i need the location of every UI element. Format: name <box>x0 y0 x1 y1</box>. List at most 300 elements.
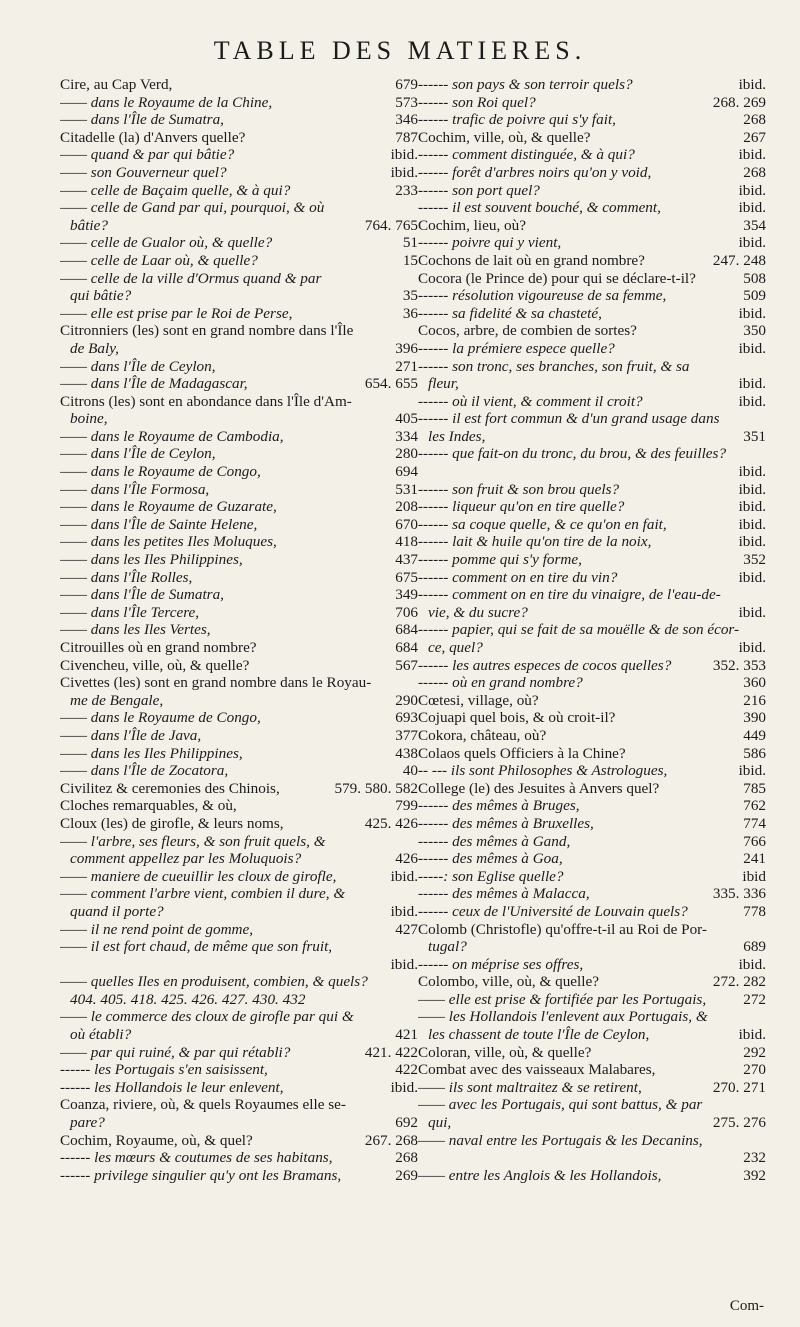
index-entry <box>418 885 766 903</box>
page-reference: 352. 353 <box>712 656 766 674</box>
page-reference: 247. 248 <box>712 251 766 269</box>
index-entry <box>60 111 418 129</box>
page-reference: 425. 426 <box>364 814 418 832</box>
entry-text: —— dans l'Île de Madagascar, <box>60 375 248 393</box>
index-entry <box>418 1114 766 1132</box>
index-entry <box>60 938 418 956</box>
page-reference: 654. 655 <box>364 375 418 393</box>
index-entry <box>60 1132 418 1150</box>
page-reference: ibid. <box>738 463 766 481</box>
entry-text: ------ son Roi quel? <box>418 93 536 111</box>
page-reference: 349 <box>395 586 418 604</box>
entry-text: Colaos quels Officiers à la Chine? <box>418 744 626 762</box>
index-entry <box>60 639 418 657</box>
page-reference: 509 <box>743 287 766 305</box>
page-reference: ibid. <box>738 1026 766 1044</box>
index-entry <box>418 692 766 710</box>
entry-text: Cloux (les) de girofle, & leurs noms, <box>60 814 284 832</box>
page-reference: ibid. <box>738 603 766 621</box>
page-reference: ibid. <box>738 639 766 656</box>
entry-text: —— maniere de cueuillir les cloux de girofle, <box>60 867 337 885</box>
page-reference: ibid. <box>738 76 766 93</box>
entry-text: —— dans l'Île de Sumatra, <box>60 111 224 129</box>
entry-text: comment appellez par les Moluquois? <box>70 850 302 868</box>
index-entry <box>60 762 418 780</box>
entry-text: -- --- ils sont Philosophes & Astrologues, <box>418 762 668 780</box>
page-reference: 335. 336 <box>712 885 766 903</box>
index-entry <box>60 533 418 551</box>
index-entry <box>418 322 766 340</box>
page-reference: 272 <box>743 990 766 1008</box>
entry-text: ------ comment distinguée, & à qui? <box>418 146 635 164</box>
page-reference: 233 <box>395 181 418 199</box>
page-reference: 275. 276 <box>712 1114 766 1132</box>
index-entry <box>60 498 418 516</box>
index-entry <box>418 709 766 727</box>
index-entry <box>60 674 418 692</box>
index-entry <box>418 516 766 534</box>
page-reference: ibid. <box>738 146 766 164</box>
entry-text: —— dans l'Île Formosa, <box>60 480 210 498</box>
page-reference: 232 <box>743 1149 766 1167</box>
index-entry <box>60 1114 418 1132</box>
index-entry <box>60 252 418 270</box>
index-entry <box>418 129 766 147</box>
page-reference: 799 <box>395 797 418 815</box>
page-reference: 689 <box>743 938 766 956</box>
index-entry <box>418 921 766 939</box>
page-reference: 438 <box>395 744 418 762</box>
entry-text: ------ forêt d'arbres noirs qu'on y void, <box>418 163 652 181</box>
entry-text: —— dans l'Île de Sumatra, <box>60 586 224 604</box>
index-entry <box>60 1026 418 1044</box>
entry-text: —— elle est prise par le Roi de Perse, <box>60 304 293 322</box>
page-reference: 422 <box>395 1061 418 1079</box>
index-entry <box>60 921 418 939</box>
page-reference: 787 <box>395 128 418 146</box>
page-reference: 774 <box>743 814 766 832</box>
page-reference: 586 <box>743 744 766 762</box>
page-reference: ibid. <box>390 163 418 181</box>
entry-text: ------ les Portugais s'en saisissent, <box>60 1061 268 1079</box>
entry-text: ------ sa coque quelle, & ce qu'on en fait, <box>418 515 667 533</box>
index-entry <box>418 199 766 217</box>
index-entry <box>60 1079 418 1097</box>
page-reference: 426 <box>395 850 418 868</box>
page-reference: 421 <box>395 1026 418 1044</box>
index-entry <box>60 322 418 340</box>
index-entry <box>418 797 766 815</box>
page-reference: 208 <box>395 498 418 516</box>
entry-text: Citrouilles où en grand nombre? <box>60 639 257 656</box>
entry-text: ------ résolution vigoureuse de sa femme, <box>418 287 667 305</box>
entry-text: 404. 405. 418. 425. 426. 427. 430. 432 <box>70 990 306 1008</box>
index-entry <box>418 903 766 921</box>
entry-text: —— avec les Portugais, qui sont battus, & par <box>418 1096 703 1114</box>
entry-text: ------ on méprise ses offres, <box>418 955 584 973</box>
index-entry <box>418 1132 766 1150</box>
index-entry <box>418 76 766 94</box>
page-reference: 268 <box>743 111 766 129</box>
index-entry <box>60 815 418 833</box>
index-entry <box>418 674 766 692</box>
index-entry <box>418 217 766 235</box>
entry-text: qui, <box>428 1114 452 1132</box>
index-entry <box>60 1149 418 1167</box>
page-reference: ibid. <box>738 392 766 410</box>
entry-text: ------ privilege singulier qu'y ont les Bramans, <box>60 1166 342 1184</box>
index-entry <box>60 516 418 534</box>
index-entry <box>418 938 766 956</box>
page-reference: ibid. <box>738 339 766 357</box>
index-entry <box>60 833 418 851</box>
entry-text: Cochim, ville, où, & quelle? <box>418 128 591 146</box>
entry-text: Colombo, ville, où, & quelle? <box>418 973 599 991</box>
entry-text: —— l'arbre, ses fleurs, & son fruit quels, & <box>60 832 326 850</box>
entry-text: Cochim, Royaume, où, & quel? <box>60 1131 253 1149</box>
entry-text: ------ la prémiere espece quelle? <box>418 339 615 357</box>
entry-text: —— il est fort chaud, de même que son fruit, <box>60 938 333 956</box>
entry-text: Citadelle (la) d'Anvers quelle? <box>60 128 246 146</box>
index-entry <box>60 463 418 481</box>
page-reference: 269 <box>395 1166 418 1184</box>
page-reference: 271 <box>395 357 418 375</box>
entry-text: —— naval entre les Portugais & les Decanins, <box>418 1131 703 1149</box>
entry-text: ------ liqueur qu'on en tire quelle? <box>418 498 625 516</box>
entry-text: ------ sa fidelité & sa chasteté, <box>418 304 602 322</box>
index-entry <box>418 1149 766 1167</box>
entry-text: —— celle de Baçaim quelle, & à qui? <box>60 181 291 199</box>
index-entry <box>418 991 766 1009</box>
index-entry <box>418 1061 766 1079</box>
index-entry <box>60 956 418 974</box>
index-entry <box>418 1026 766 1044</box>
page-reference: ibid. <box>738 181 766 199</box>
entry-text: Cocos, arbre, de combien de sortes? <box>418 322 637 340</box>
entry-text: —— celle de Gand par qui, pourquoi, & où <box>60 199 325 217</box>
entry-text: —— celle de Laar où, & quelle? <box>60 251 258 269</box>
index-entry <box>60 234 418 252</box>
entry-text: Coanza, riviere, où, & quels Royaumes elle se- <box>60 1096 346 1114</box>
entry-text: —— dans les Iles Philippines, <box>60 551 243 569</box>
entry-text: —— celle de la ville d'Ormus quand & par <box>60 269 322 287</box>
index-entry <box>60 868 418 886</box>
index-entry <box>60 94 418 112</box>
page-reference: 352 <box>743 551 766 569</box>
page-reference: 405 <box>395 410 418 428</box>
page-reference: 427 <box>395 920 418 938</box>
entry-text: —— son Gouverneur quel? <box>60 163 227 181</box>
index-entry <box>60 270 418 288</box>
entry-text: ------ des mêmes à Gand, <box>418 832 571 850</box>
entry-text: —— celle de Gualor où, & quelle? <box>60 234 273 252</box>
entry-text: Cocora (le Prince de) pour qui se déclare-t-il? <box>418 269 696 287</box>
index-entry <box>418 146 766 164</box>
entry-text: me de Bengale, <box>70 691 164 709</box>
page-reference: 449 <box>743 726 766 744</box>
entry-text: —— dans le Royaume de Cambodia, <box>60 427 284 445</box>
index-entry <box>60 885 418 903</box>
page-reference: ibid. <box>738 515 766 533</box>
index-entry <box>418 780 766 798</box>
entry-text: ------ que fait-on du tronc, du brou, & des feuilles? <box>418 445 727 463</box>
page-reference: ibid. <box>738 762 766 780</box>
page-reference: ibid. <box>738 480 766 498</box>
entry-text: —— elle est prise & fortifiée par les Portugais, <box>418 990 707 1008</box>
page-reference: ibid. <box>738 568 766 586</box>
page-reference: ibid. <box>390 955 418 973</box>
index-entry <box>418 463 766 481</box>
entry-text: ------ son fruit & son brou quels? <box>418 480 620 498</box>
index-entry <box>418 305 766 323</box>
index-entry <box>60 797 418 815</box>
index-entry <box>60 410 418 428</box>
page-reference: 268 <box>395 1149 418 1167</box>
index-entry <box>60 481 418 499</box>
entry-text: Combat avec des vaisseaux Malabares, <box>418 1061 656 1079</box>
page-reference: ibid. <box>390 867 418 885</box>
index-entry <box>418 815 766 833</box>
entry-text: —— le commerce des cloux de girofle par qui & <box>60 1008 354 1026</box>
page-reference: ibid. <box>738 533 766 551</box>
entry-text: Cœtesi, village, où? <box>418 691 539 709</box>
entry-text: Civilitez & ceremonies des Chinois, <box>60 779 280 797</box>
entry-text: ce, quel? <box>428 639 483 656</box>
entry-text: —— dans le Royaume de Congo, <box>60 709 261 727</box>
index-entry <box>418 94 766 112</box>
index-entry <box>418 621 766 639</box>
page-reference: 573 <box>395 93 418 111</box>
index-entry <box>418 358 766 376</box>
entry-text: ------ comment on en tire du vinaigre, de l'eau-de- <box>418 586 721 604</box>
index-entry <box>418 762 766 780</box>
index-entry <box>418 111 766 129</box>
index-entry <box>418 657 766 675</box>
page-reference: 377 <box>395 726 418 744</box>
index-entry <box>60 709 418 727</box>
entry-text: Citronniers (les) sont en grand nombre dans l'Île <box>60 322 354 340</box>
index-entry <box>418 428 766 446</box>
entry-text: ------ pomme qui s'y forme, <box>418 551 582 569</box>
page-reference: 764. 765 <box>364 216 418 234</box>
page-reference: 684 <box>395 621 418 639</box>
entry-text: —— dans l'Île de Zocatora, <box>60 762 229 780</box>
index-entry <box>418 410 766 428</box>
entry-text: —— ils sont maltraitez & se retirent, <box>418 1078 642 1096</box>
entry-text: —— comment l'arbre vient, combien il dure, & <box>60 885 346 903</box>
index-entry <box>418 252 766 270</box>
index-column-right <box>418 76 766 1184</box>
entry-text: —— il ne rend point de gomme, <box>60 920 254 938</box>
page-reference: 694 <box>395 463 418 481</box>
page-reference: 267. 268 <box>364 1131 418 1149</box>
index-entry <box>418 393 766 411</box>
index-entry <box>60 129 418 147</box>
index-entry <box>60 903 418 921</box>
page-reference: ibid. <box>738 375 766 393</box>
index-entry <box>60 76 418 94</box>
page-reference: 785 <box>743 779 766 797</box>
entry-text: —— dans les Iles Vertes, <box>60 621 211 639</box>
entry-text: —— dans l'Île Rolles, <box>60 568 193 586</box>
entry-text: ------ trafic de poivre qui s'y fait, <box>418 111 616 129</box>
index-entry <box>418 745 766 763</box>
entry-text: ------ les Hollandois le leur enlevent, <box>60 1078 284 1096</box>
page-reference: 268 <box>743 163 766 181</box>
page-reference: 354 <box>743 216 766 234</box>
index-entry <box>60 340 418 358</box>
page-reference: 15 <box>402 251 418 269</box>
entry-text: ------ son port quel? <box>418 181 540 199</box>
page-reference: ibid. <box>390 1078 418 1096</box>
index-entry <box>60 569 418 587</box>
entry-text: de Baly, <box>70 339 119 357</box>
page-reference: 270. 271 <box>712 1078 766 1096</box>
entry-text: ------ poivre qui y vient, <box>418 234 562 252</box>
page-title: TABLE DES MATIERES. <box>213 36 587 65</box>
index-entry <box>418 287 766 305</box>
index-entry <box>60 393 418 411</box>
entry-text: Cloches remarquables, & où, <box>60 797 237 815</box>
index-entry <box>418 533 766 551</box>
index-entry <box>60 1008 418 1026</box>
index-entry <box>60 445 418 463</box>
entry-text: ------ lait & huile qu'on tire de la noix, <box>418 533 652 551</box>
entry-text: ------ où il vient, & comment il croit? <box>418 392 643 410</box>
index-entry <box>60 973 418 991</box>
entry-text: ------ des mêmes à Bruges, <box>418 797 580 815</box>
index-entry <box>418 973 766 991</box>
entry-text: —— entre les Anglois & les Hollandois, <box>418 1166 662 1184</box>
index-entry <box>60 375 418 393</box>
entry-text: fleur, <box>428 375 459 393</box>
page-reference: 421. 422 <box>364 1043 418 1061</box>
index-entry <box>60 551 418 569</box>
entry-text: ------ les mœurs & coutumes de ses habitans, <box>60 1149 333 1167</box>
page-reference: ibid <box>742 867 766 885</box>
index-entry <box>60 604 418 622</box>
entry-text: Cokora, château, où? <box>418 726 547 744</box>
page-reference: 684 <box>395 639 418 656</box>
index-entry <box>60 199 418 217</box>
index-entry <box>418 1079 766 1097</box>
index-entry <box>418 164 766 182</box>
page-reference: 766 <box>743 832 766 850</box>
index-entry <box>418 1008 766 1026</box>
index-entry <box>418 1167 766 1185</box>
index-entry <box>60 780 418 798</box>
page-reference: 40 <box>402 762 418 780</box>
page-reference: 268. 269 <box>712 93 766 111</box>
index-entry <box>60 287 418 305</box>
entry-text: —— dans l'Île de Java, <box>60 726 202 744</box>
index-entry <box>418 586 766 604</box>
entry-text: —— dans l'Île Tercere, <box>60 603 200 621</box>
page-reference: 392 <box>743 1166 766 1184</box>
index-entry <box>418 1044 766 1062</box>
index-entry <box>418 340 766 358</box>
entry-text: -----: son Eglise quelle? <box>418 867 564 885</box>
index-entry <box>60 727 418 745</box>
page-reference: 51 <box>402 234 418 252</box>
index-entry <box>418 639 766 657</box>
page-reference: 579. 580. 582 <box>334 779 418 797</box>
index-entry <box>60 217 418 235</box>
entry-text: —— dans les Iles Philippines, <box>60 744 243 762</box>
index-entry <box>60 358 418 376</box>
entry-text: —— dans l'Île de Ceylon, <box>60 445 216 463</box>
index-entry <box>60 164 418 182</box>
index-entry <box>418 270 766 288</box>
index-entry <box>60 146 418 164</box>
entry-text: quand il porte? <box>70 902 164 920</box>
entry-text: les chassent de toute l'Île de Ceylon, <box>428 1026 650 1044</box>
entry-text: ------ ceux de l'Université de Louvain quels? <box>418 902 688 920</box>
entry-text: ------ son pays & son terroir quels? <box>418 76 633 93</box>
index-entry <box>418 850 766 868</box>
entry-text: ------ il est fort commun & d'un grand usage dans <box>418 410 720 428</box>
page-reference: 350 <box>743 322 766 340</box>
entry-text: ------ où en grand nombre? <box>418 674 583 692</box>
index-entry <box>60 182 418 200</box>
page-reference: 531 <box>395 480 418 498</box>
entry-text: ------ des mêmes à Goa, <box>418 850 563 868</box>
entry-text: Civencheu, ville, où, & quelle? <box>60 656 250 674</box>
page-reference: 36 <box>402 304 418 322</box>
page-reference: ibid. <box>738 498 766 516</box>
entry-text: —— dans le Royaume de la Chine, <box>60 93 273 111</box>
entry-text: College (le) des Jesuites à Anvers quel? <box>418 779 660 797</box>
index-entry <box>418 551 766 569</box>
entry-text: boine, <box>70 410 108 428</box>
index-entry <box>60 586 418 604</box>
entry-text: Cojuapi quel bois, & où croit-il? <box>418 709 616 727</box>
entry-text: —— dans les petites Iles Moluques, <box>60 533 277 551</box>
page-reference: 241 <box>743 850 766 868</box>
entry-text: qui bâtie? <box>70 287 132 305</box>
entry-text: les Indes, <box>428 427 486 445</box>
page-reference: 418 <box>395 533 418 551</box>
entry-text: —— quelles Iles en produisent, combien, & quels? <box>60 973 368 991</box>
page-reference: ibid. <box>738 234 766 252</box>
entry-text: —— dans l'Île de Sainte Helene, <box>60 515 258 533</box>
index-entry <box>60 1044 418 1062</box>
page-reference: 390 <box>743 709 766 727</box>
page-reference: 272. 282 <box>712 973 766 991</box>
entry-text: tugal? <box>428 938 467 956</box>
page-reference: 216 <box>743 691 766 709</box>
page-reference: 346 <box>395 111 418 129</box>
entry-text: —— dans le Royaume de Guzarate, <box>60 498 277 516</box>
page-reference: ibid. <box>738 199 766 217</box>
entry-text: ------ des mêmes à Bruxelles, <box>418 814 594 832</box>
entry-text: Coloran, ville, où, & quelle? <box>418 1043 592 1061</box>
page-reference: 360 <box>743 674 766 692</box>
page-reference: 270 <box>743 1061 766 1079</box>
entry-text: ------ comment on en tire du vin? <box>418 568 618 586</box>
index-entry <box>60 850 418 868</box>
entry-text: Citrons (les) sont en abondance dans l'Île d'Am- <box>60 392 352 410</box>
page-reference: 280 <box>395 445 418 463</box>
index-entry <box>418 956 766 974</box>
index-entry <box>60 657 418 675</box>
index-entry <box>418 481 766 499</box>
entry-text: ------ des mêmes à Malacca, <box>418 885 590 903</box>
page-reference: 679 <box>395 76 418 93</box>
page-reference: 351 <box>743 427 766 445</box>
page-reference: 292 <box>743 1043 766 1061</box>
page-reference: ibid. <box>390 902 418 920</box>
